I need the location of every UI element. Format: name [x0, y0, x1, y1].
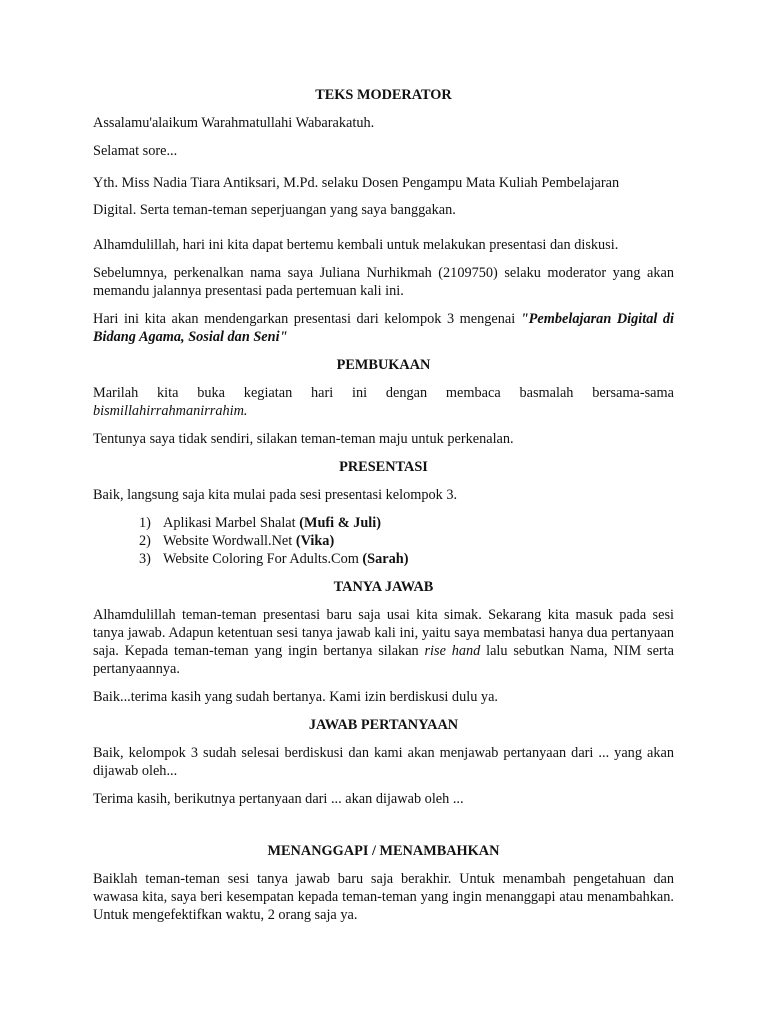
list-number: 3) [139, 551, 151, 567]
document-title: TEKS MODERATOR [315, 87, 452, 103]
list-item [93, 514, 674, 532]
tanya-jawab-para1 [93, 606, 674, 678]
pembukaan-para1-text: Marilah kita buka kegiatan hari ini dengan membaca basmalah bersama-sama [93, 385, 674, 401]
address-text [93, 170, 674, 224]
tanya-jawab-para2: Baik...terima kasih yang sudah bertanya. Kami izin berdiskusi dulu ya. [93, 689, 498, 705]
list-number: 2) [139, 533, 151, 549]
alhamdulillah-text: Alhamdulillah, hari ini kita dapat bertemu kembali untuk melakukan presentasi dan diskusi. [93, 237, 619, 253]
list-item-text: Website Coloring For Adults.Com [163, 551, 363, 567]
presentasi-heading: PRESENTASI [339, 459, 428, 475]
list-number: 1) [139, 515, 151, 531]
presentation-list [93, 514, 674, 568]
topic-title: "Pembelajaran Digital di Bidang Agama, Sosial dan Seni" [93, 311, 674, 345]
tanya-jawab-para1-b: lalu sebutkan Nama, NIM serta pertanyaannya. [93, 643, 674, 677]
list-item-presenter: (Vika) [295, 533, 335, 549]
list-item-presenter: (Mufi & Juli) [299, 515, 382, 531]
menanggapi-para1: Baiklah teman-teman sesi tanya jawab baru saja berakhir. Untuk menambah pengetahuan dan wawasa kita, saya beri kesempatan kepada teman-teman yang ingin menanggapi atau menambahkan. Untuk mengefektifkan waktu, 2 orang saja ya. [93, 871, 674, 923]
list-item-text: Aplikasi Marbel Shalat [163, 515, 300, 531]
tanya-jawab-para1-a: Alhamdulillah teman-teman presentasi baru saja usai kita simak. Sekarang kita masuk pada sesi tanya jawab. Adapun ketentuan sesi tanya jawab kali ini, yaitu saya membatasi hanya dua pertanyaan saja. Kepada teman-teman yang ingin bertanya silakan [93, 607, 674, 659]
tanya-jawab-heading: TANYA JAWAB [333, 579, 434, 595]
good-afternoon-text: Selamat sore... [93, 143, 178, 159]
pembukaan-para1 [93, 384, 674, 420]
topic-text [93, 310, 674, 346]
list-item [93, 532, 674, 550]
topic-prefix: Hari ini kita akan mendengarkan presentasi dari kelompok 3 mengenai [93, 311, 521, 327]
basmalah-text: bismillahirrahmanirrahim. [93, 403, 248, 419]
pembukaan-heading: PEMBUKAAN [336, 357, 431, 373]
menanggapi-heading: MENANGGAPI / MENAMBAHKAN [267, 843, 500, 859]
list-item [93, 550, 674, 568]
address-line-cont: Digital. Serta teman-teman seperjuangan yang saya banggakan. [93, 202, 456, 218]
presentasi-intro: Baik, langsung saja kita mulai pada sesi presentasi kelompok 3. [93, 487, 458, 503]
moderator-intro-text: Sebelumnya, perkenalkan nama saya Juliana Nurhikmah (2109750) selaku moderator yang akan memandu jalannya presentasi pada pertemuan kali ini. [93, 265, 674, 299]
pembukaan-para2: Tentunya saya tidak sendiri, silakan teman-teman maju untuk perkenalan. [93, 431, 514, 447]
document-page [93, 86, 674, 934]
list-item-text: Website Wordwall.Net [163, 533, 296, 549]
greeting-text: Assalamu'alaikum Warahmatullahi Wabarakatuh. [93, 115, 375, 131]
address-line: Yth. Miss Nadia Tiara Antiksari, M.Pd. selaku Dosen Pengampu Mata Kuliah Pembelajaran [93, 175, 620, 191]
jawab-pertanyaan-heading: JAWAB PERTANYAAN [308, 717, 459, 733]
jawab-pertanyaan-para2: Terima kasih, berikutnya pertanyaan dari ... akan dijawab oleh ... [93, 791, 464, 807]
list-item-presenter: (Sarah) [362, 551, 409, 567]
rise-hand-text: rise hand [424, 643, 481, 659]
jawab-pertanyaan-para1: Baik, kelompok 3 sudah selesai berdiskusi dan kami akan menjawab pertanyaan dari ... yang akan dijawab oleh... [93, 745, 674, 779]
